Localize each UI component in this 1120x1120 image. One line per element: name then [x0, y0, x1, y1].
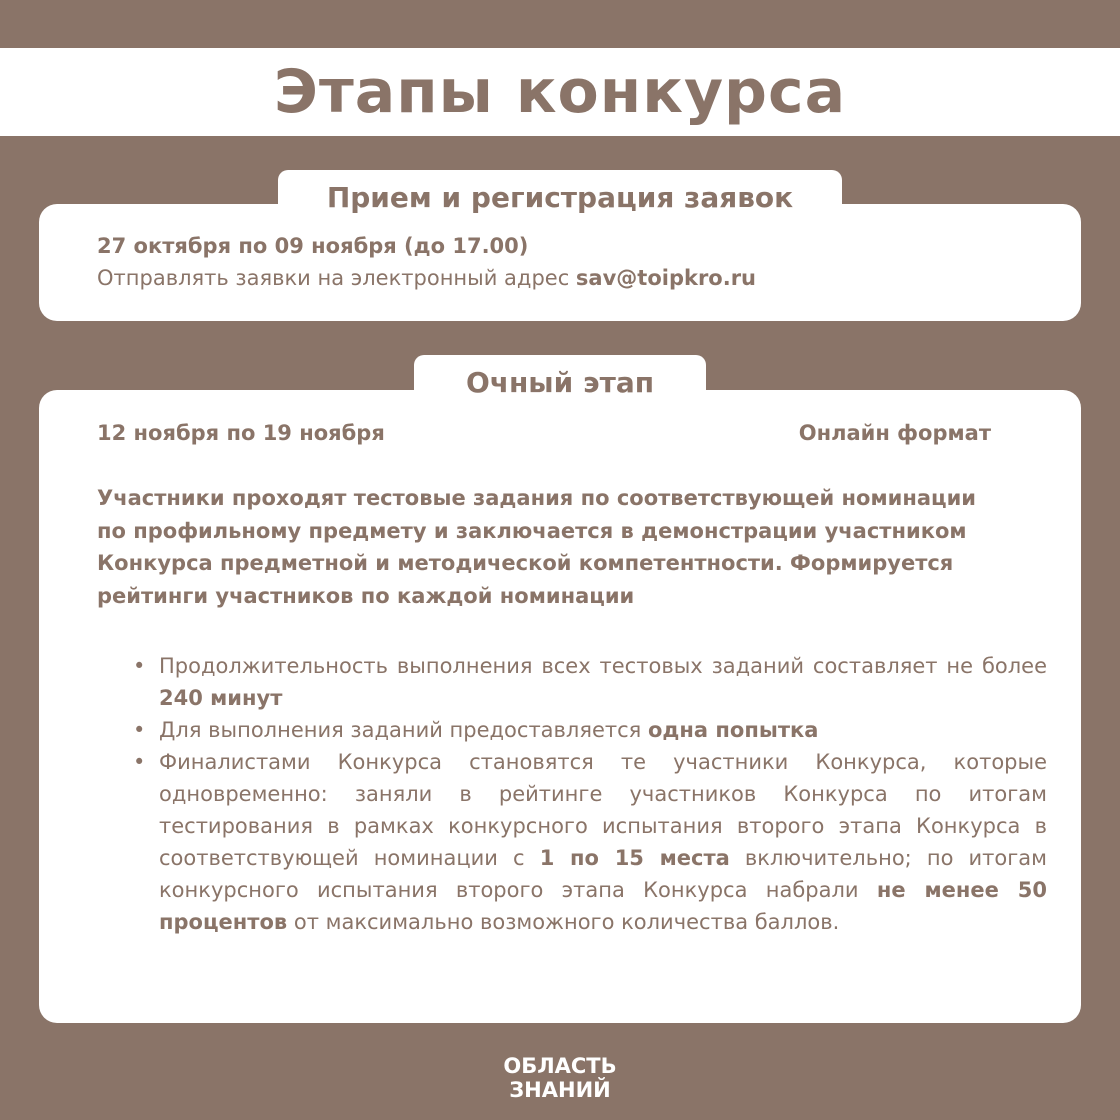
rule-emphasis: 1 по 15 места	[539, 846, 730, 870]
rule-text: Для выполнения заданий предоставляется	[159, 718, 648, 742]
title-band	[0, 48, 1120, 136]
registration-send-text: Отправлять заявки на электронный адрес	[97, 266, 576, 290]
stage-onsite-tab: Очный этап	[414, 355, 706, 409]
registration-email-link[interactable]: sav@toipkro.ru	[575, 266, 757, 290]
list-item	[159, 746, 1047, 938]
stage-onsite-card	[39, 390, 1081, 1023]
list-item	[159, 650, 1047, 714]
page-title: Этапы конкурса	[273, 57, 847, 127]
registration-dates: 27 октября по 09 ноября (до 17.00)	[97, 234, 529, 258]
onsite-rules-list	[97, 650, 1047, 938]
rule-emphasis: одна попытка	[648, 718, 819, 742]
onsite-dates: 12 ноября по 19 ноября	[97, 421, 385, 445]
rule-text: Финалистами Конкурса становятся те участники Конкурса, которые одновременно: заняли в рейтинге участников Конкурса по итогам тестирования в рамках конкурсного испытания второго этапа Конкурса в соответствующей номинации с	[159, 750, 1047, 870]
brand-logo	[490, 1054, 630, 1102]
logo-line-1: ОБЛАСТЬ	[503, 1054, 617, 1078]
registration-instructions	[97, 266, 756, 290]
rule-text: Продолжительность выполнения всех тестовых заданий составляет не более	[159, 654, 1047, 678]
onsite-description: Участники проходят тестовые задания по соответствующей номинации по профильному предмету и заключается в демонстрации участником Конкурса предметной и методической компетентности. Формируется рейтинги участников по каждой номинации	[97, 486, 976, 608]
logo-line-2: ЗНАНИЙ	[509, 1078, 611, 1102]
rule-text: от максимально возможного количества баллов.	[287, 910, 840, 934]
list-item	[159, 714, 1047, 746]
stage-registration-tab: Прием и регистрация заявок	[278, 170, 842, 224]
rule-text: включительно; по итогам конкурсного испытания второго этапа Конкурса набрали	[159, 846, 1047, 902]
rule-emphasis: не менее 50 процентов	[159, 878, 1047, 934]
rule-emphasis: 240 минут	[159, 686, 283, 710]
onsite-format: Онлайн формат	[798, 421, 991, 445]
